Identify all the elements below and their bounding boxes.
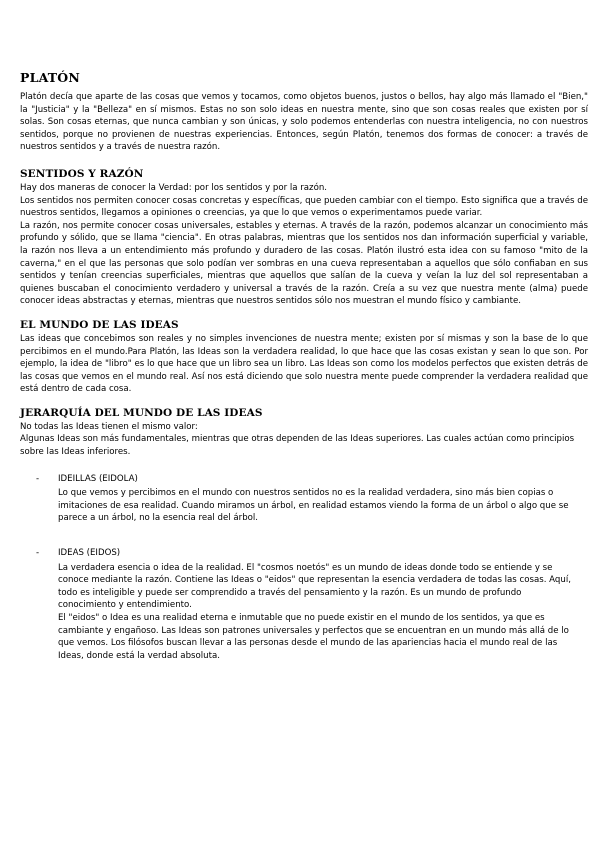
- hierarchy-list: [20, 473, 588, 663]
- list-item-title: IDEAS (EIDOS): [58, 548, 121, 559]
- list-item: [36, 473, 588, 525]
- section-heading: JERARQUÍA DEL MUNDO DE LAS IDEAS: [20, 406, 263, 419]
- section-sentidos-y-razon: [20, 168, 588, 308]
- list-bullet: -: [36, 473, 40, 484]
- list-item: [36, 547, 588, 662]
- paragraph: La razón, nos permite conocer cosas universales, estables y eternas. A través de la razón, podemos alcanzar un conocimiento más profundo y sólido, que se llama "ciencia". En otras palabras, mientras que los sentidos nos dan información superficial y variable, la razón nos lleva a un entendimiento más profundo y duradero de las cosas. Platón ilustró esta idea con su famoso "mito de la caverna," en el que las personas que solo podían ver sombras en una cueva representaban a aquellos que sólo confiaban en sus sentidos y tenían creencias superficiales, mientras que aquellos que salían de la cueva y veían la luz del sol representaban a quienes buscaban el conocimiento verdadero y universal a través de la razón. Creía a su vez que nuestra mente (alma) puede conocer ideas abstractas y eternas, mientras que nuestros sentidos sólo nos muestran el mundo físico y cambiante.: [20, 220, 588, 307]
- list-item-paragraph: La verdadera esencia o idea de la realidad. El "cosmos noetós" es un mundo de ideas donde todo se entiende y se conoce mediante la razón. Contiene las Ideas o "eidos" que representan la esencia verdadera de todas las cosas. Aquí, todo es inteligible y puede ser comprendido a través del pensamiento y la razón. Es un mundo de profundo conocimiento y entendimiento.: [58, 562, 571, 611]
- document-page: [20, 70, 588, 673]
- list-item-paragraph: Lo que vemos y percibimos en el mundo con nuestros sentidos no es la realidad verdadera, sino más bien copias o imitaciones de esa realidad. Cuando miramos un árbol, en realidad estamos viendo la forma de un árbol o algo que se parece a un árbol, no la esencia real del árbol.: [58, 488, 569, 524]
- list-item-title: IDEILLAS (EIDOLA): [58, 473, 138, 484]
- list-bullet: -: [36, 548, 40, 559]
- paragraph: Los sentidos nos permiten conocer cosas concretas y específicas, que pueden cambiar con el tiempo. Esto significa que a través de nuestros sentidos, llegamos a opiniones o creencias, ya que lo que vemos o experimentamos puede variar.: [20, 195, 588, 219]
- paragraph: Algunas Ideas son más fundamentales, mientras que otras dependen de las Ideas superiores. Las cuales actúan como principios sobre las Ideas inferiores.: [20, 434, 575, 458]
- list-item-paragraph: El "eidos" o Idea es una realidad eterna e inmutable que no puede existir en el mundo de los sentidos, ya que es cambiante y engañoso. Las Ideas son patrones universales y perfectos que se encuentran en un mundo más allá de lo que vemos. Los filósofos buscan llevar a las personas desde el mundo de las apariencias hacia el mundo real de las Ideas, donde está la verdad absoluta.: [58, 613, 569, 661]
- paragraph: Hay dos maneras de conocer la Verdad: por los sentidos y por la razón.: [20, 182, 328, 193]
- section-heading: EL MUNDO DE LAS IDEAS: [20, 318, 179, 331]
- document-title: PLATÓN: [20, 70, 81, 85]
- section-heading: SENTIDOS Y RAZÓN: [20, 167, 144, 180]
- section-jerarquia: [20, 407, 588, 663]
- paragraph: No todas las Ideas tienen el mismo valor:: [20, 421, 198, 432]
- paragraph: Las ideas que concebimos son reales y no simples invenciones de nuestra mente; existen por sí mismas y son la base de lo que percibimos en el mundo.Para Platón, las Ideas son la verdadera realidad, lo que hace que las cosas existan y sean lo que son. Por ejemplo, la idea de "libro" es lo que hace que un libro sea un libro. Las Ideas son como los modelos perfectos que existen detrás de las cosas que vemos en el mundo real. Así nos está diciendo que solo nuestra mente puede comprender la verdadera realidad que está dentro de cada cosa.: [20, 333, 588, 395]
- intro-paragraph: Platón decía que aparte de las cosas que vemos y tocamos, como objetos buenos, justos o bellos, hay algo más llamado el "Bien," la "Justicia" y la "Belleza" en sí mismos. Estas no son solo ideas en nuestra mente, sino que son cosas reales que existen por sí solas. Son cosas eternas, que nunca cambian y son únicas, y solo podemos entenderlas con nuestra inteligencia, no con nuestros sentidos, porque no provienen de nuestras experiencias. Entonces, según Platón, tenemos dos formas de conocer: a través de nuestros sentidos y a través de nuestra razón.: [20, 92, 588, 153]
- section-platon: [20, 70, 588, 154]
- section-mundo-de-las-ideas: [20, 319, 588, 396]
